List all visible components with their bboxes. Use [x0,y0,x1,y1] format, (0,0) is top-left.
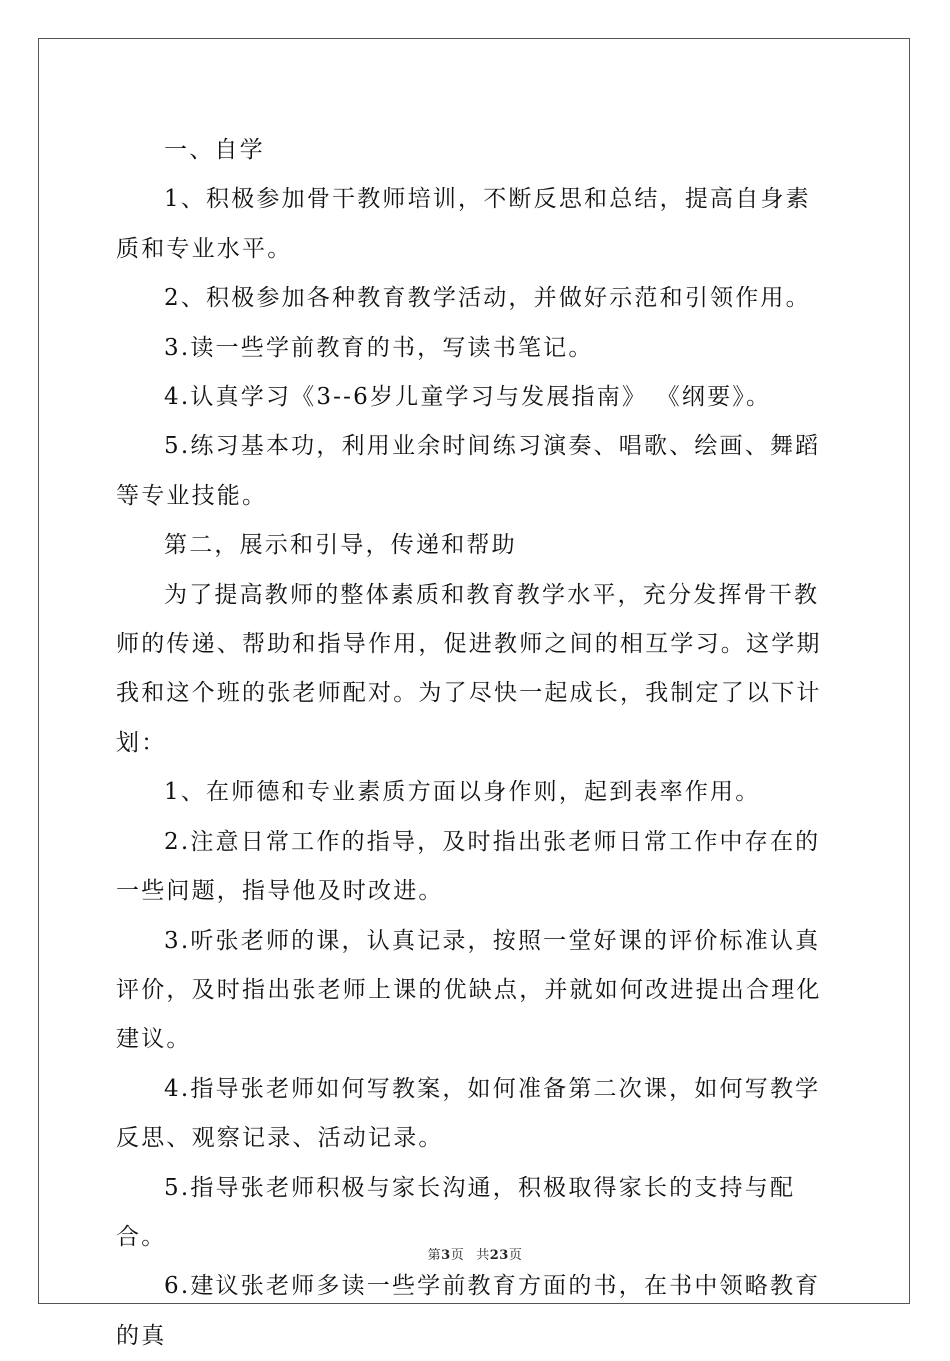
paragraph: 1、积极参加骨干教师培训，不断反思和总结，提高自身素质和专业水平。 [116,186,811,262]
page-footer [0,1244,950,1263]
paragraph: 6.建议张老师多读一些学前教育方面的书，在书中领略教育的真 [116,1273,821,1349]
paragraph: 4.认真学习《3--6岁儿童学习与发展指南》 《纲要》。 [164,384,772,411]
paragraph: 5.练习基本功，利用业余时间练习演奏、唱歌、绘画、舞蹈等专业技能。 [116,433,821,509]
page-suffix: 页 [450,1248,465,1263]
paragraph: 2、积极参加各种教育教学活动，并做好示范和引领作用。 [164,285,811,312]
total-suffix: 页 [508,1248,523,1263]
section-heading-guidance: 第二，展示和引导，传递和帮助 [164,532,517,559]
page-prefix: 第 [427,1248,442,1263]
document-body [116,126,836,1361]
total-prefix: 共 [476,1248,490,1263]
paragraph: 1、在师德和专业素质方面以身作则，起到表率作用。 [164,779,761,806]
paragraph: 4.指导张老师如何写教案，如何准备第二次课，如何写教学反思、观察记录、活动记录。 [116,1075,821,1152]
section-heading-self-study: 一、自学 [164,137,265,163]
paragraph: 为了提高教师的整体素质和教育教学水平，充分发挥骨干教师的传递、帮助和指导作用，促进教师之间的相互学习。这学期我和这个班的张老师配对。为了尽快一起成长，我制定了以下计划： [116,581,822,756]
paragraph: 5.指导张老师积极与家长沟通，积极取得家长的支持与配合。 [116,1174,796,1250]
paragraph: 3.读一些学前教育的书，写读书笔记。 [164,334,594,361]
current-page-number: 3 [441,1248,451,1263]
total-page-count: 23 [489,1248,509,1263]
paragraph: 3.听张老师的课，认真记录，按照一堂好课的评价标准认真评价，及时指出张老师上课的优缺点，并就如何改进提出合理化建议。 [116,927,822,1053]
paragraph: 2.注意日常工作的指导，及时指出张老师日常工作中存在的一些问题，指导他及时改进。 [116,828,821,905]
